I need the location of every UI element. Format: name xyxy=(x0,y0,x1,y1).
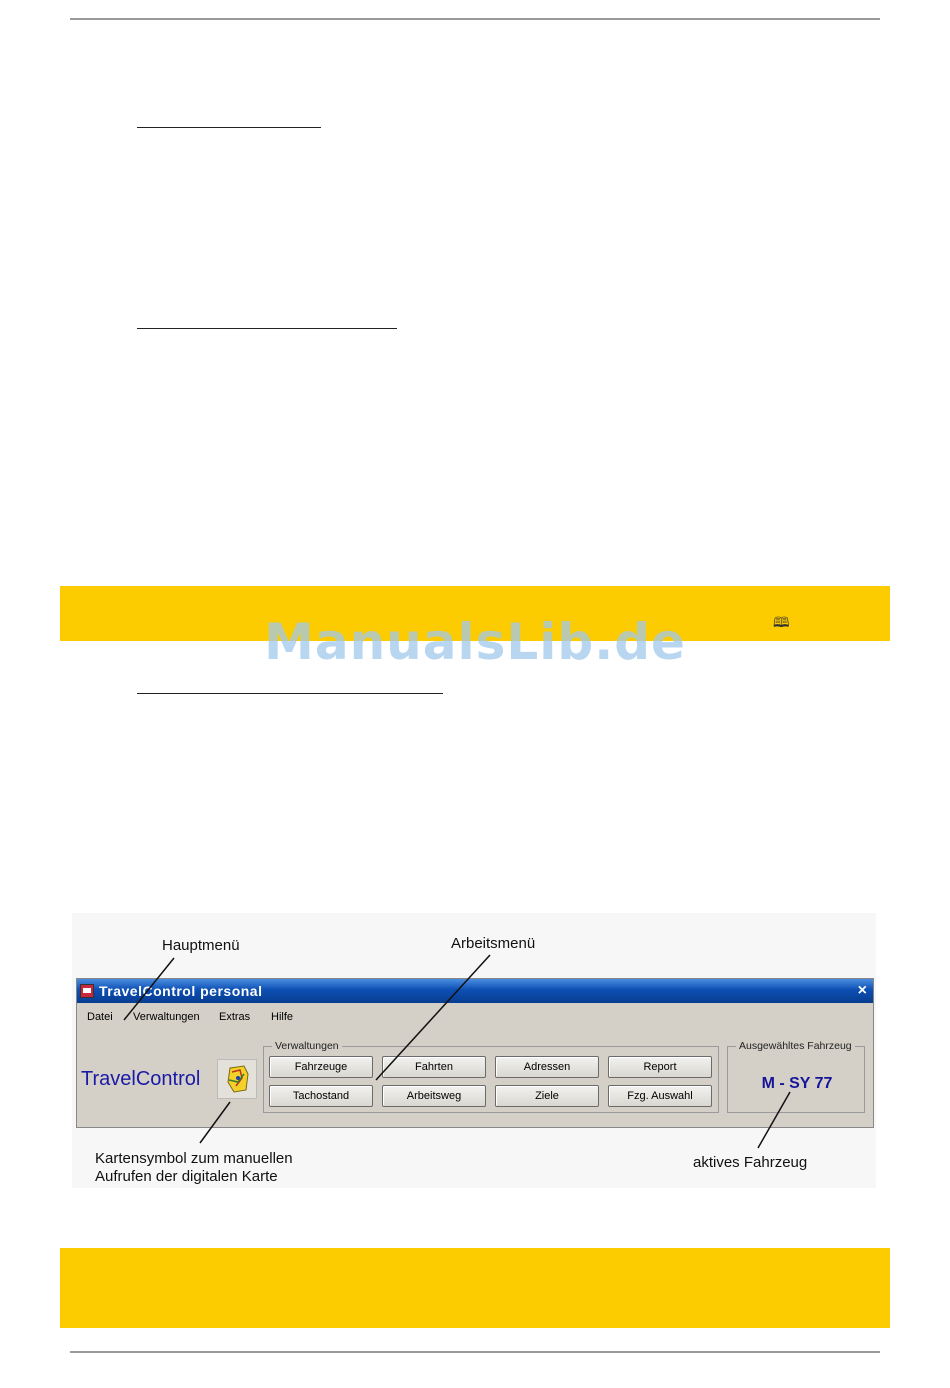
window-title: TravelControl personal xyxy=(99,983,263,999)
close-button[interactable]: × xyxy=(857,982,867,999)
callout-hauptmenu: Hauptmenü xyxy=(162,937,240,954)
kartensymbol-pointer xyxy=(200,1102,230,1143)
tachostand-button[interactable]: Tachostand xyxy=(269,1085,373,1107)
menu-hilfe[interactable]: Hilfe xyxy=(271,1011,294,1023)
menu-datei[interactable]: Datei xyxy=(87,1011,113,1023)
book-icon: 🕮 xyxy=(773,614,790,630)
callout-arbeitsmenu: Arbeitsmenü xyxy=(451,935,536,952)
adressen-button[interactable]: Adressen xyxy=(495,1056,599,1078)
selected-vehicle-title: Ausgewähltes Fahrzeug xyxy=(736,1039,855,1053)
brand-label: TravelControl xyxy=(81,1068,201,1090)
watermark: ManualsLib.de xyxy=(264,613,686,671)
menu-extras[interactable]: Extras xyxy=(219,1011,251,1023)
arbeitsweg-button[interactable]: Arbeitsweg xyxy=(382,1085,486,1107)
aktives-fahrzeug-pointer xyxy=(758,1092,790,1148)
verwaltungen-group-title: Verwaltungen xyxy=(272,1039,342,1053)
callout-aktives-fahrzeug: aktives Fahrzeug xyxy=(693,1154,808,1171)
report-button[interactable]: Report xyxy=(608,1056,712,1078)
menu-verwaltungen[interactable]: Verwaltungen xyxy=(133,1011,200,1023)
fahrzeuge-button[interactable]: Fahrzeuge xyxy=(269,1056,373,1078)
callout-kartensymbol-line1: Kartensymbol zum manuellen xyxy=(95,1150,293,1167)
hauptmenu-pointer xyxy=(124,958,174,1020)
fzg-auswahl-button[interactable]: Fzg. Auswahl xyxy=(608,1085,712,1107)
ziele-button[interactable]: Ziele xyxy=(495,1085,599,1107)
vehicle-plate: M - SY 77 xyxy=(761,1075,833,1092)
callout-kartensymbol-line2: Aufrufen der digitalen Karte xyxy=(95,1168,278,1185)
fahrten-button[interactable]: Fahrten xyxy=(382,1056,486,1078)
arbeitsmenu-pointer xyxy=(376,955,490,1080)
